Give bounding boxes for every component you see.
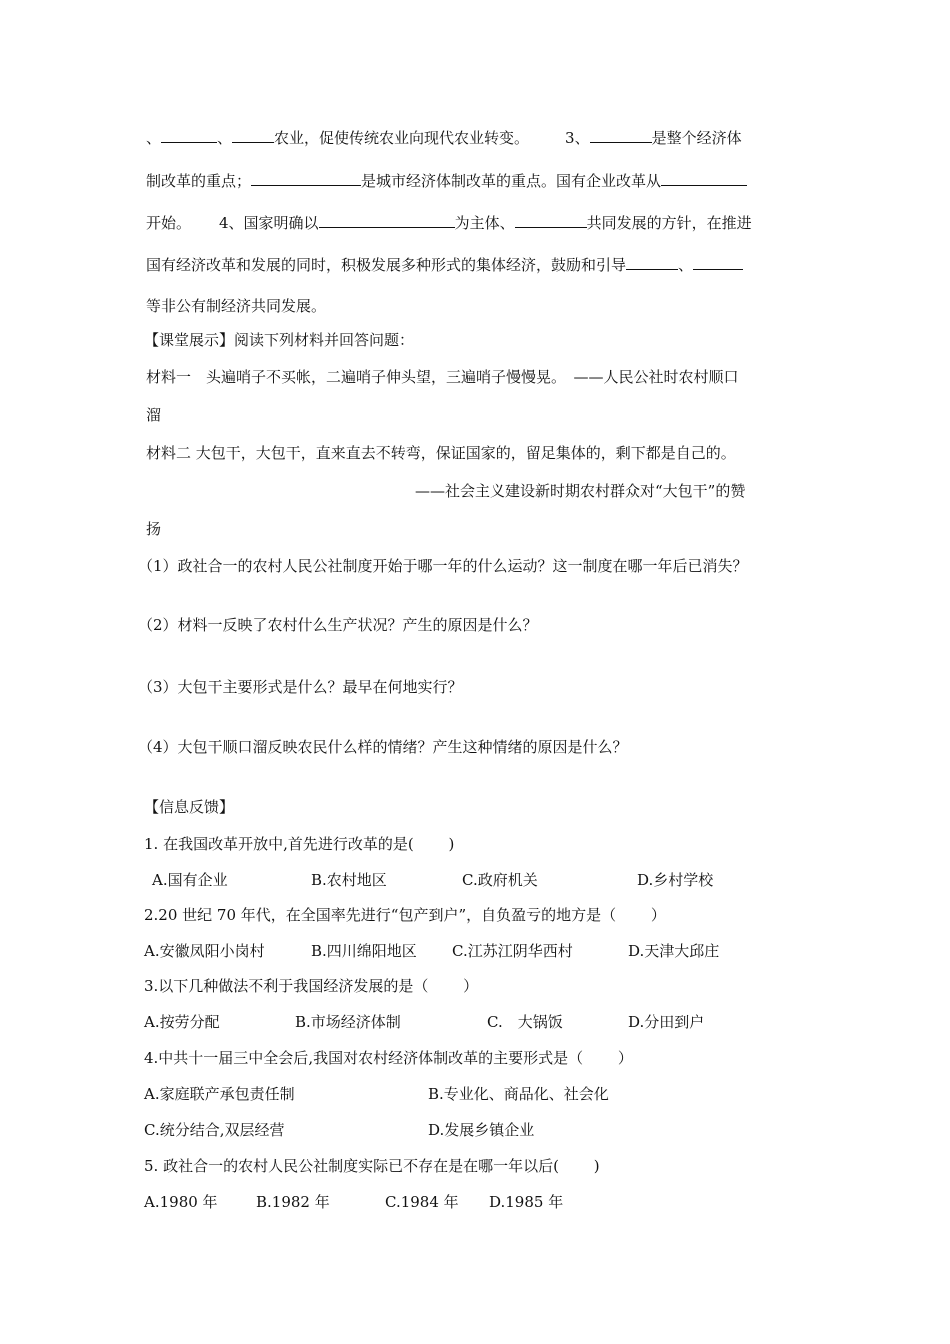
blank [590,127,652,143]
blank [251,170,361,186]
mcq-5-option-b: B.1982 年 [256,1193,330,1211]
blank [661,170,747,186]
text: 开始。 [146,214,192,232]
question-1: （1）政社合一的农村人民公社制度开始于哪一年的什么运动？这一制度在哪一年后已消失？ [138,557,748,575]
mcq-4-option-c: C.统分结合,双层经营 [144,1121,285,1139]
text: 国有经济改革和发展的同时，积极发展多种形式的集体经济，鼓励和引导 [146,256,627,274]
feedback-heading: 【信息反馈】 [144,798,235,816]
blank [693,254,743,270]
mcq-5-option-d: D.1985 年 [489,1193,564,1211]
text: 、 [678,256,694,274]
material-1-cont: 溜 [146,406,162,424]
blank [161,127,217,143]
mcq-2-option-d: D.天津大邱庄 [628,942,720,960]
mcq-2-option-b: B.四川绵阳地区 [311,942,417,960]
text: 共同发展的方针，在推进 [586,214,752,232]
mcq-2-stem: 2.20 世纪 70 年代，在全国率先进行“包产到户”，自负盈亏的地方是（ ） [144,906,666,924]
text: 农业，促使传统农业向现代农业转变。 [274,129,530,147]
mcq-5-stem: 5. 政社合一的农村人民公社制度实际已不存在是在哪一年以后( ) [144,1157,600,1175]
material-2-source-cont: 扬 [146,520,162,538]
blank [515,212,587,228]
material-2-source: ——社会主义建设新时期农村群众对“大包干”的赞 [415,482,746,500]
mcq-1-stem: 1. 在我国改革开放中,首先进行改革的是( ) [144,835,455,853]
question-4: （4）大包干顺口溜反映农民什么样的情绪？产生这种情绪的原因是什么？ [138,738,628,756]
mcq-4-option-a: A.家庭联产承包责任制 [144,1085,295,1103]
text: 、 [146,129,162,147]
mcq-2-option-a: A.安徽凤阳小岗村 [144,942,265,960]
question-2: （2）材料一反映了农村什么生产状况？产生的原因是什么？ [138,616,538,634]
blank [232,127,274,143]
blank [626,254,678,270]
mcq-3-option-c: C. 大锅饭 [487,1013,563,1031]
fill-line-1 [146,127,742,148]
text: 制改革的重点； [146,172,252,190]
mcq-3-option-b: B.市场经济体制 [295,1013,401,1031]
text: 、 [217,129,233,147]
mcq-1-option-c: C.政府机关 [462,871,538,889]
classroom-heading: 【课堂展示】阅读下列材料并回答问题： [144,331,415,349]
mcq-4-stem: 4.中共十一届三中全会后,我国对农村经济体制改革的主要形式是（ ） [144,1049,633,1067]
text: 是城市经济体制改革的重点。国有企业改革从 [361,172,662,190]
material-2: 材料二 大包干，大包干，直来直去不转弯，保证国家的，留足集体的，剩下都是自己的。 [146,444,736,462]
mcq-3-option-a: A.按劳分配 [144,1013,220,1031]
blank [319,212,455,228]
text: 4、国家明确以 [219,214,319,232]
text: 为主体、 [454,214,515,232]
text: 是整个经济体 [651,129,742,147]
mcq-4-option-d: D.发展乡镇企业 [428,1121,535,1139]
fill-line-5: 等非公有制经济共同发展。 [146,297,327,315]
mcq-4-option-b: B.专业化、商品化、社会化 [428,1085,609,1103]
text: 3、 [565,129,590,147]
fill-line-4 [146,254,743,275]
mcq-3-option-d: D.分田到户 [628,1013,705,1031]
fill-line-2 [146,170,747,191]
mcq-1-option-d: D.乡村学校 [637,871,714,889]
fill-line-3 [146,212,752,233]
mcq-2-option-c: C.江苏江阴华西村 [452,942,573,960]
mcq-3-stem: 3.以下几种做法不利于我国经济发展的是（ ） [144,977,479,995]
question-3: （3）大包干主要形式是什么？最早在何地实行？ [138,678,463,696]
material-1: 材料一 头遍哨子不买帐，二遍哨子伸头望，三遍哨子慢慢晃。 ——人民公社时农村顺口 [146,368,739,386]
mcq-1-option-a: A.国有企业 [152,871,228,889]
mcq-5-option-c: C.1984 年 [385,1193,459,1211]
mcq-1-option-b: B.农村地区 [311,871,387,889]
mcq-5-option-a: A.1980 年 [144,1193,218,1211]
